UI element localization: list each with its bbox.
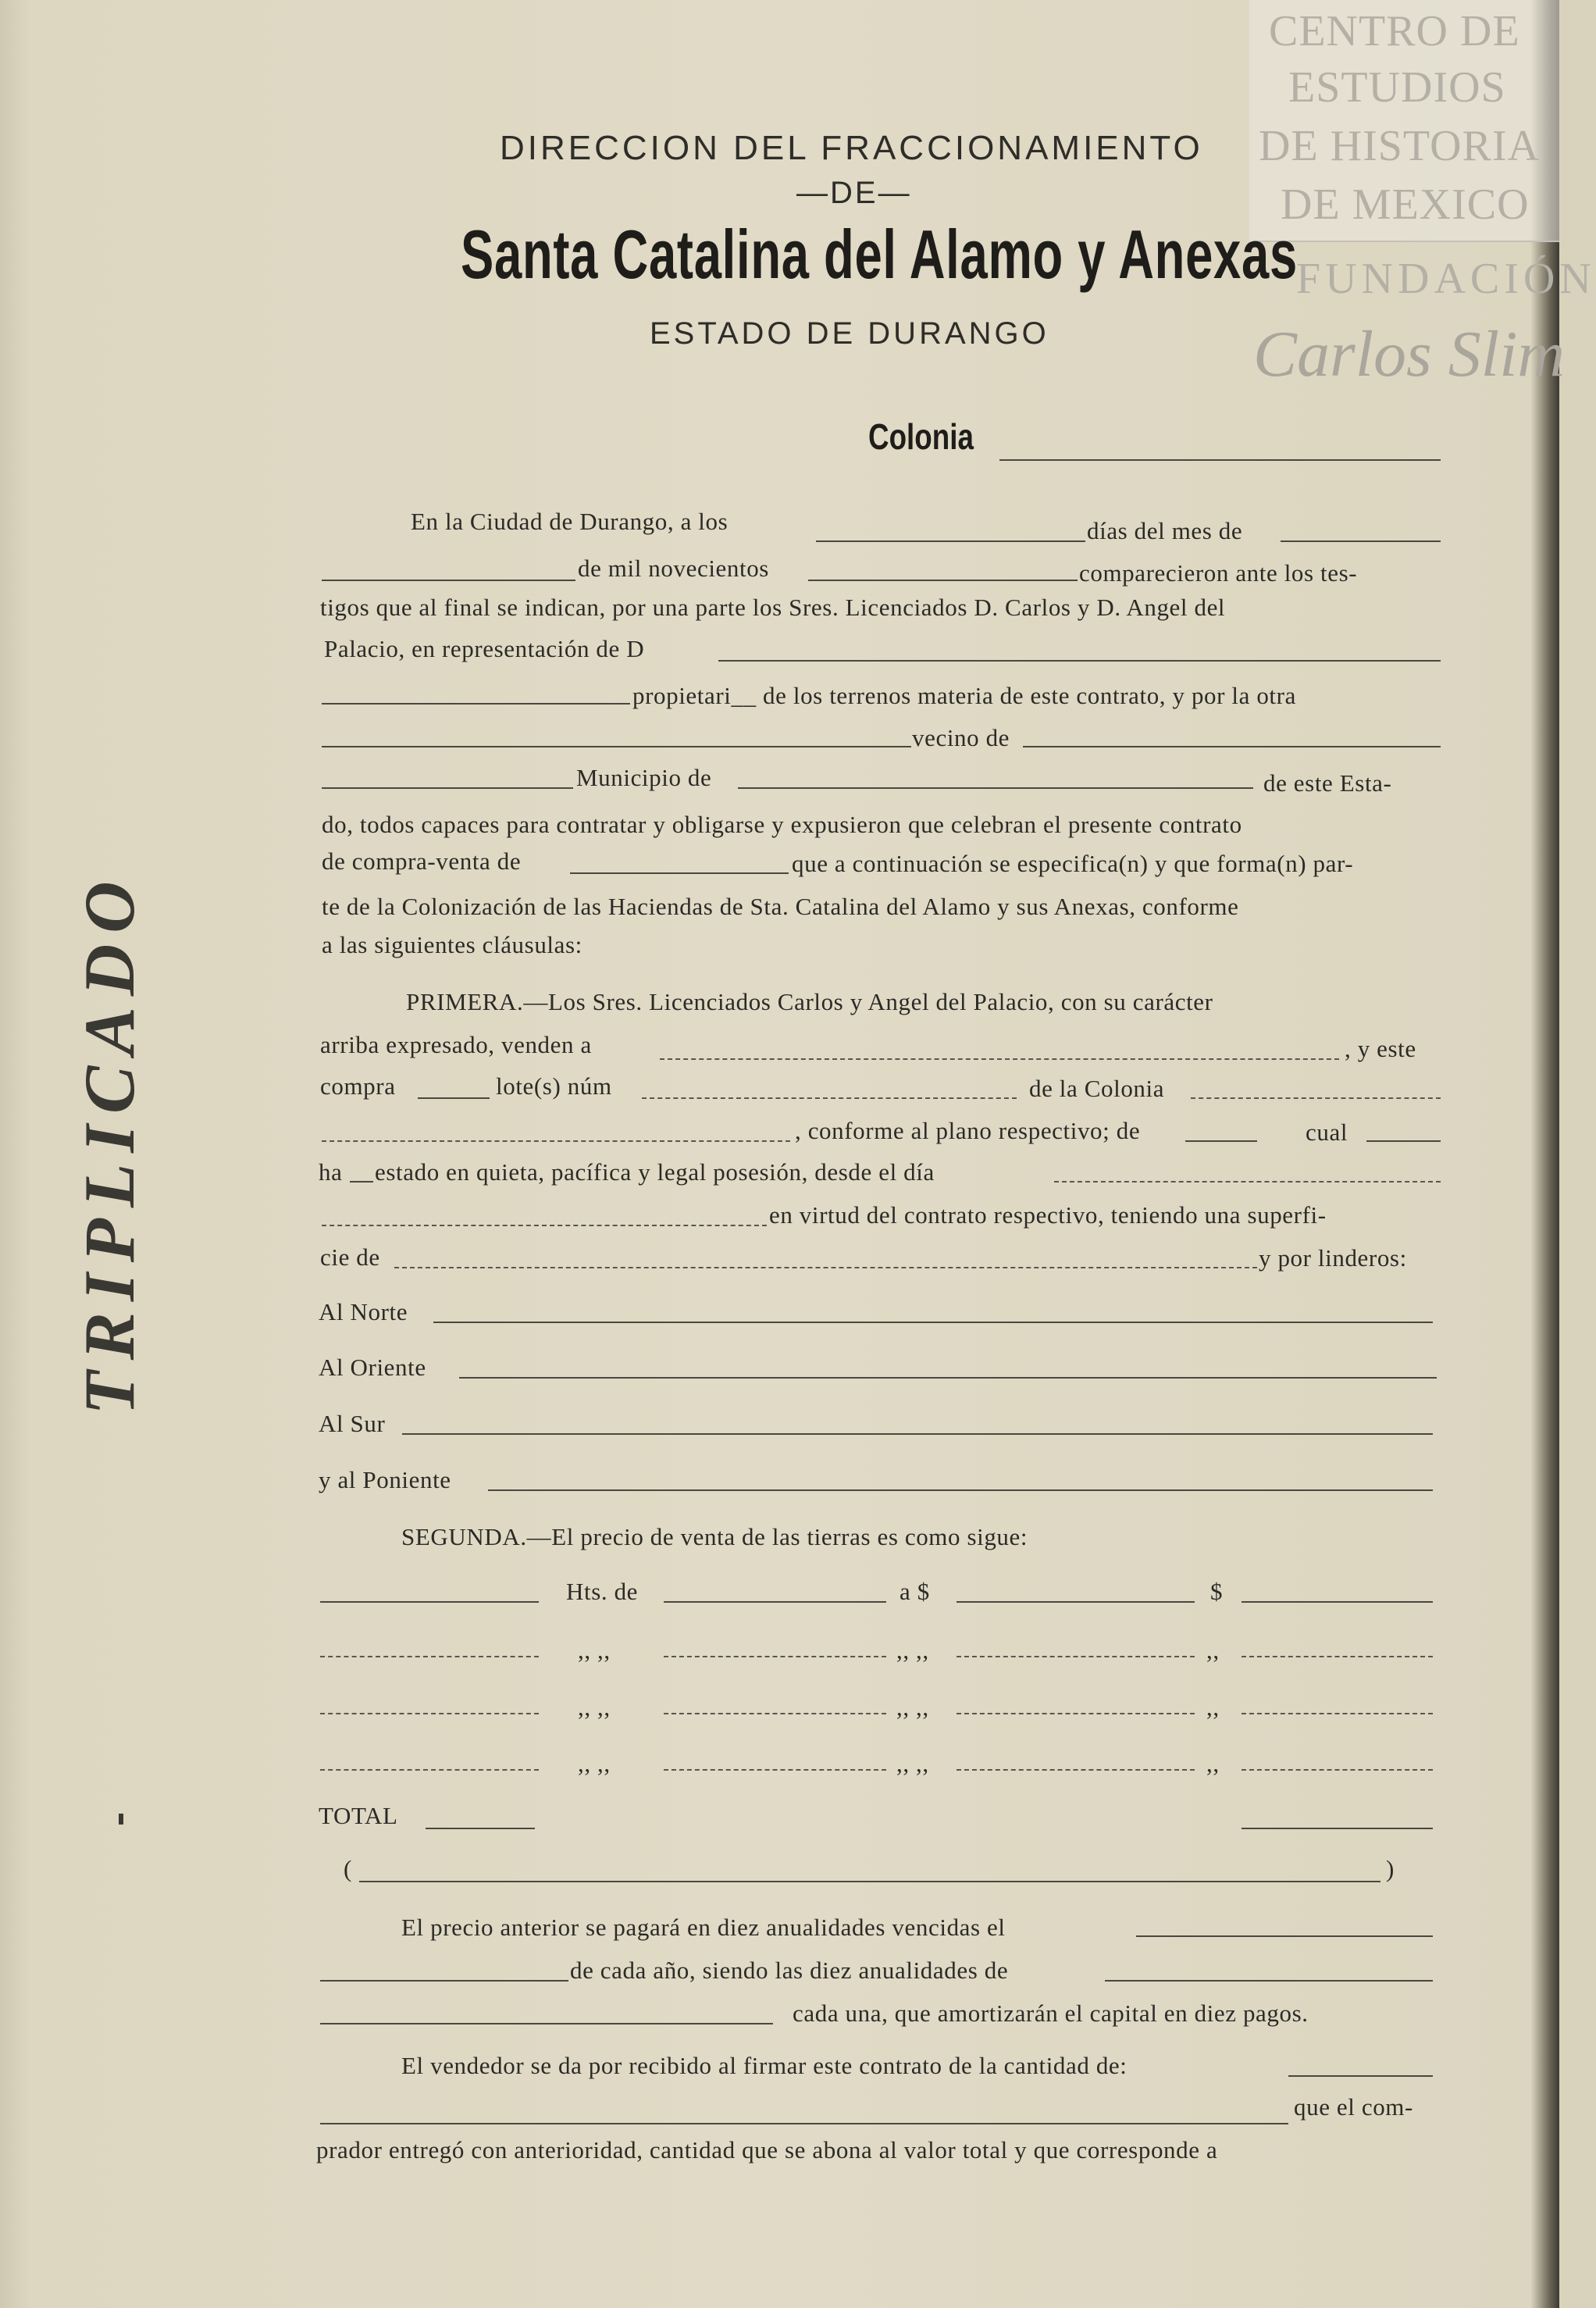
municipality-field[interactable] [738, 787, 1253, 789]
of-which-field[interactable] [1185, 1140, 1257, 1142]
header-state: ESTADO DE DURANGO [650, 316, 1049, 351]
which-continued-field[interactable] [1366, 1140, 1441, 1142]
primera-line3b: lote(s) núm [496, 1072, 612, 1100]
price-row2-amount-field[interactable] [1242, 1656, 1433, 1657]
price-row4-qty-field[interactable] [320, 1769, 539, 1771]
primera-line6a: en virtud del contrato respectivo, teniendo una superfi- [769, 1201, 1327, 1229]
p1-line3: tigos que al final se indican, por una parte los Sres. Licenciados D. Carlos y D. Angel del [320, 594, 1226, 621]
price-row4-ditto-b: ,, ,, [896, 1750, 929, 1777]
p1-line8: do, todos capaces para contratar y obligarse y expusieron que celebran el presente contrato [322, 811, 1242, 838]
open-paren: ( [344, 1855, 352, 1882]
sur-field[interactable] [402, 1433, 1433, 1435]
total-amount-field[interactable] [1242, 1828, 1433, 1829]
watermark-divider [1253, 241, 1559, 242]
close-paren: ) [1386, 1855, 1395, 1882]
oriente-label: Al Oriente [319, 1354, 426, 1381]
surface-field[interactable] [394, 1267, 1257, 1268]
total-label: TOTAL [319, 1802, 398, 1829]
watermark-line-5: FUNDACIÓN [1296, 255, 1596, 303]
p1-line2a: de mil novecientos [578, 555, 769, 582]
triplicado-side-label: TRIPLICADO [69, 870, 149, 1415]
p1-line10: te de la Colonización de las Haciendas de Sta. Catalina del Alamo y sus Anexas, conforme [322, 893, 1239, 920]
p1-line2b: comparecieron ante los tes- [1079, 559, 1358, 587]
receipt-line2: que el com- [1294, 2093, 1413, 2121]
price-row4-amount-field[interactable] [1242, 1769, 1433, 1771]
buyer-name-field[interactable] [322, 746, 911, 747]
price-row3-of-field[interactable] [664, 1713, 886, 1714]
p1-line7a: Municipio de [576, 764, 712, 791]
purchase-object-field[interactable] [570, 872, 789, 874]
oriente-field[interactable] [459, 1377, 1437, 1379]
since-date-field[interactable] [1054, 1181, 1441, 1183]
norte-field[interactable] [433, 1322, 1433, 1323]
p1-line11: a las siguientes cláusulas: [322, 931, 582, 958]
poniente-label: y al Poniente [319, 1466, 451, 1493]
header-de: —DE— [796, 176, 912, 210]
margin-mark [119, 1814, 123, 1825]
price-row2-qty-field[interactable] [320, 1656, 539, 1657]
price-row4-of-field[interactable] [664, 1769, 886, 1771]
seller-to-field[interactable] [660, 1058, 1339, 1060]
year-field[interactable] [808, 580, 1078, 581]
sur-label: Al Sur [319, 1410, 386, 1437]
p1-line9b: que a continuación se especifica(n) y que forma(n) par- [792, 850, 1354, 877]
price-row3-ditto-a: ,, ,, [578, 1693, 611, 1721]
payment-line2: de cada año, siendo las diez anualidades de [570, 1957, 1009, 1984]
price-row3-ditto-c: ,, [1206, 1693, 1220, 1721]
price-row2-rate-field[interactable] [957, 1656, 1195, 1657]
watermark-line-2: ESTUDIOS [1288, 63, 1506, 112]
month-field[interactable] [1281, 540, 1441, 542]
price-row1-at-label: a $ [900, 1578, 930, 1605]
receipt-line1: El vendedor se da por recibido al firmar este contrato de la cantidad de: [401, 2052, 1128, 2079]
primera-line3a: compra [320, 1072, 396, 1100]
payment-date-continued-field[interactable] [320, 1980, 568, 1982]
has-suffix-field[interactable] [350, 1181, 373, 1183]
colonia-field[interactable] [999, 459, 1441, 461]
total-qty-field[interactable] [426, 1828, 535, 1829]
annuity-amount-continued-field[interactable] [320, 2023, 773, 2024]
receipt-line3: prador entregó con anterioridad, cantidad que se abona al valor total y que corresponde a [316, 2136, 1218, 2164]
price-row4-rate-field[interactable] [957, 1769, 1195, 1771]
segunda-line1: SEGUNDA.—El precio de venta de las tierras es como sigue: [401, 1523, 1028, 1550]
primera-line5b: estado en quieta, pacífica y legal posesión, desde el día [375, 1158, 935, 1186]
price-row1-rate-field[interactable] [957, 1601, 1195, 1603]
resident-of-field[interactable] [1023, 746, 1441, 747]
primera-line3c: de la Colonia [1029, 1075, 1165, 1102]
p1-line9a: de compra-venta de [322, 847, 522, 875]
price-row4-ditto-a: ,, ,, [578, 1750, 611, 1777]
payment-line1: El precio anterior se pagará en diez anualidades vencidas el [401, 1914, 1006, 1941]
price-row4-ditto-c: ,, [1206, 1750, 1220, 1777]
price-row2-of-field[interactable] [664, 1656, 886, 1657]
primera-line2a: arriba expresado, venden a [320, 1031, 592, 1058]
colony-name-field[interactable] [1191, 1097, 1441, 1099]
watermark-signature: Carlos Slim [1253, 318, 1566, 391]
price-row3-ditto-b: ,, ,, [896, 1693, 929, 1721]
price-row3-rate-field[interactable] [957, 1713, 1195, 1714]
day-field[interactable] [816, 540, 1085, 542]
price-row1-qty-field[interactable] [320, 1601, 539, 1603]
payment-line3: cada una, que amortizarán el capital en diez pagos. [793, 1999, 1309, 2027]
watermark-line-1: CENTRO DE [1269, 7, 1520, 55]
poniente-field[interactable] [488, 1489, 1433, 1491]
primera-line4a: , conforme al plano respectivo; de [795, 1117, 1141, 1144]
norte-label: Al Norte [319, 1298, 408, 1325]
price-row3-amount-field[interactable] [1242, 1713, 1433, 1714]
colonia-label: Colonia [868, 416, 974, 457]
resident-continued-field[interactable] [322, 787, 573, 789]
p1-line1b: días del mes de [1087, 517, 1243, 544]
p1-line1a: En la Ciudad de Durango, a los [411, 508, 729, 535]
primera-line4b: cual [1306, 1118, 1348, 1146]
price-row1-of-field[interactable] [664, 1601, 886, 1603]
header-direction: DIRECCION DEL FRACCIONAMIENTO [500, 129, 1203, 167]
month-continued-field[interactable] [322, 580, 575, 581]
price-row2-ditto-b: ,, ,, [896, 1636, 929, 1664]
owner-field[interactable] [322, 703, 630, 705]
header-title: Santa Catalina del Alamo y Anexas [461, 216, 1298, 293]
p1-line4: Palacio, en representación de D [324, 635, 645, 662]
p1-line5: propietari__ de los terrenos materia de este contrato, y por la otra [632, 682, 1296, 709]
primera-line5a: ha [319, 1158, 343, 1186]
number-of-lots-field[interactable] [418, 1097, 490, 1099]
primera-line2b: , y este [1345, 1035, 1416, 1062]
price-row2-ditto-a: ,, ,, [578, 1636, 611, 1664]
price-row1-amount-field[interactable] [1242, 1601, 1433, 1603]
total-in-words-field[interactable] [359, 1881, 1380, 1882]
payment-date-field[interactable] [1136, 1935, 1433, 1937]
price-row3-qty-field[interactable] [320, 1713, 539, 1714]
price-row1-dollar-label: $ [1210, 1578, 1224, 1605]
price-row2-ditto-c: ,, [1206, 1636, 1220, 1664]
primera-line7a: cie de [320, 1243, 380, 1271]
price-row1-hts-label: Hts. de [566, 1578, 639, 1605]
since-date-continued-field[interactable] [322, 1225, 767, 1226]
lot-number-field[interactable] [642, 1097, 1017, 1099]
colony-continued-field[interactable] [322, 1140, 790, 1142]
annuity-amount-field[interactable] [1105, 1980, 1433, 1982]
watermark-line-4: DE MEXICO [1281, 180, 1530, 229]
p1-line7b: de este Esta- [1263, 769, 1392, 797]
primera-line7b: y por linderos: [1259, 1244, 1407, 1272]
representative-field[interactable] [718, 660, 1441, 662]
primera-line1: PRIMERA.—Los Sres. Licenciados Carlos y Angel del Palacio, con su carácter [406, 988, 1213, 1015]
watermark-line-3: DE HISTORIA [1259, 122, 1540, 170]
p1-line6: vecino de [912, 724, 1010, 751]
received-amount-continued-field[interactable] [320, 2123, 1288, 2124]
received-amount-field[interactable] [1288, 2075, 1433, 2077]
